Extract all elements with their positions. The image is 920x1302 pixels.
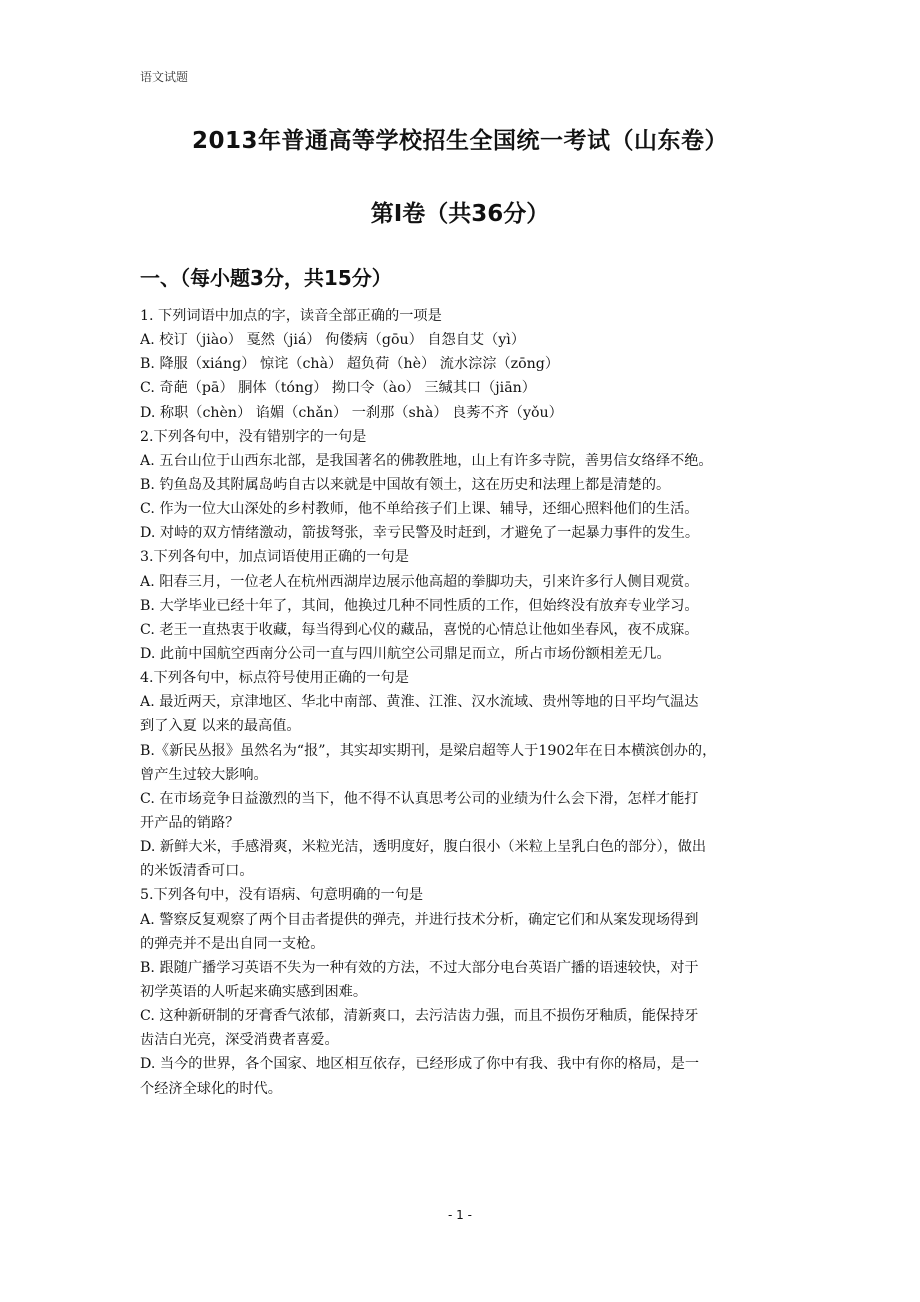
text-line: A. 最近两天，京津地区、华北中南部、黄淮、江淮、汉水流域、贵州等地的日平均气温达 xyxy=(140,694,699,711)
text-line: 齿洁白光亮，深受消费者喜爱。 xyxy=(140,1032,339,1049)
text-line: C. 这种新研制的牙膏香气浓郁，清新爽口，去污洁齿力强，而且不损伤牙釉质，能保持牙 xyxy=(140,1008,699,1025)
text-line: 个经济全球化的时代。 xyxy=(140,1080,282,1097)
text-line: B. 降服（xiáng） 惊诧（chà） 超负荷（hè） 流水淙淙（zōng） xyxy=(140,356,560,373)
text-line: 曾产生过较大影响。 xyxy=(140,766,268,783)
text-line: A. 警察反复观察了两个目击者提供的弹壳，并进行技术分析，确定它们和从案发现场得到 xyxy=(140,911,699,928)
text-line: A. 五台山位于山西东北部，是我国著名的佛教胜地，山上有许多寺院，善男信女络绎不绝。 xyxy=(140,452,713,469)
text-line: 初学英语的人听起来确实感到困难。 xyxy=(140,983,368,1000)
document-header-label: 语文试题 xyxy=(140,70,189,84)
text-line: D. 新鲜大米，手感滑爽，米粒光洁，透明度好，腹白很小（米粒上呈乳白色的部分），做出 xyxy=(140,839,707,856)
text-line: D. 当今的世界，各个国家、地区相互依存，已经形成了你中有我、我中有你的格局，是一 xyxy=(140,1056,700,1073)
text-line: D. 对峙的双方情绪激动，箭拔弩张，幸亏民警及时赶到，才避免了一起暴力事件的发生。 xyxy=(140,525,700,542)
text-line: 2.下列各句中，没有错别字的一句是 xyxy=(140,428,367,445)
text-line: 1. 下列词语中加点的字，读音全部正确的一项是 xyxy=(140,308,442,324)
text-line: A. 校订（jiào） 戛然（jiá） 佝偻病（gōu） 自怨自艾（yì） xyxy=(140,332,526,349)
text-line: 3.下列各句中，加点词语使用正确的一句是 xyxy=(140,549,409,566)
text-line: B.《新民丛报》虽然名为“报”，其实却实期刊，是梁启超等人于1902年在日本横滨创办的， xyxy=(140,742,717,759)
text-line: B. 大学毕业已经十年了，其间，他换过几种不同性质的工作，但始终没有放弃专业学习。 xyxy=(140,597,699,614)
text-line: C. 在市场竞争日益激烈的当下，他不得不认真思考公司的业绩为什么会下滑，怎样才能打 xyxy=(140,790,699,807)
page-number: - 1 - xyxy=(448,1208,472,1222)
text-line: C. 老王一直热衷于收藏，每当得到心仪的藏品，喜悦的心情总让他如坐春风，夜不成寐。 xyxy=(140,621,699,638)
text-line: 的弹壳并不是出自同一支枪。 xyxy=(140,935,325,952)
text-line: 5.下列各句中，没有语病、句意明确的一句是 xyxy=(140,887,424,904)
text-line: A. 阳春三月，一位老人在杭州西湖岸边展示他高超的拳脚功夫，引来许多行人侧目观赏。 xyxy=(140,573,699,590)
text-line: D. 称职（chèn） 谄媚（chǎn） 一刹那（shà） 良莠不齐（yǒu） xyxy=(140,404,563,421)
text-line: B. 跟随广播学习英语不失为一种有效的方法，不过大部分电台英语广播的语速较快，对于 xyxy=(140,959,699,976)
section-heading: 一、（每小题3分，共15分） xyxy=(140,266,392,290)
text-line: D. 此前中国航空西南分公司一直与四川航空公司鼎足而立，所占市场份额相差无几。 xyxy=(140,645,671,662)
text-line: B. 钓鱼岛及其附属岛屿自古以来就是中国故有领土，这在历史和法理上都是清楚的。 xyxy=(140,476,671,493)
exam-title: 2013年普通高等学校招生全国统一考试（山东卷） xyxy=(191,128,728,154)
text-line: C. 奇葩（pā） 胴体（tóng） 拗口令（ào） 三缄其口（jiān） xyxy=(140,380,536,397)
text-line: C. 作为一位大山深处的乡村教师，他不单给孩子们上课、辅导，还细心照料他们的生活。 xyxy=(140,501,699,518)
text-line: 到了入夏 以来的最高值。 xyxy=(140,718,301,735)
text-line: 开产品的销路？ xyxy=(140,814,240,831)
question-body xyxy=(140,304,785,1101)
paper-part-title: 第Ⅰ卷（共36分） xyxy=(370,201,550,227)
text-line: 4.下列各句中，标点符号使用正确的一句是 xyxy=(140,670,409,687)
text-line: 的米饭清香可口。 xyxy=(140,863,254,880)
